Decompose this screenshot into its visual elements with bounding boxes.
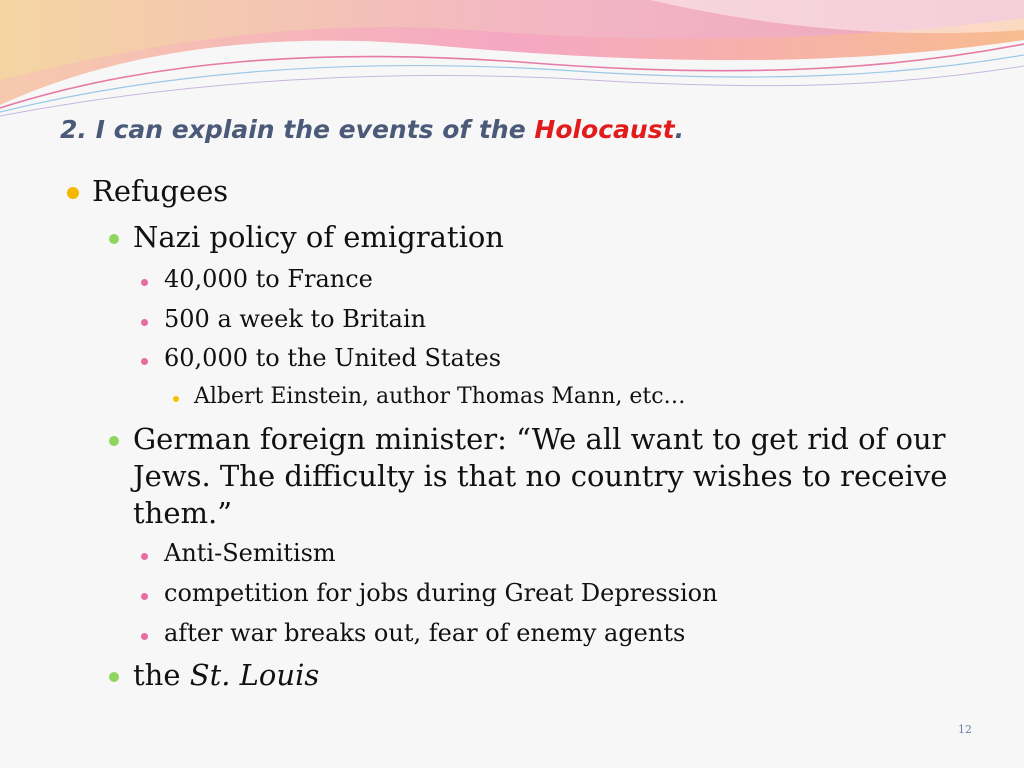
bullet-dot-level2	[109, 672, 119, 682]
bullet-nazi-policy: Nazi policy of emigration	[133, 220, 504, 254]
bullet-enemy-agents: after war breaks out, fear of enemy agents	[164, 619, 686, 647]
bullet-dot-level3	[141, 553, 148, 560]
bullet-dot-level3	[141, 358, 148, 365]
slide-title	[60, 115, 684, 144]
bullet-competition-jobs: competition for jobs during Great Depression	[164, 579, 718, 607]
bullet-dot-level3	[141, 319, 148, 326]
title-prefix: 2. I can explain the events of the	[60, 115, 535, 144]
bullet-einstein: Albert Einstein, author Thomas Mann, etc…	[194, 384, 686, 409]
bullet-minister-quote: German foreign minister: “We all want to get rid of our Jews. The difficulty is that no country wishes to receive them.”	[133, 422, 948, 530]
bullet-st-louis	[133, 658, 319, 692]
bullet-dot-level4	[173, 396, 179, 402]
title-suffix: .	[674, 115, 685, 144]
bullet-britain: 500 a week to Britain	[164, 305, 427, 333]
page-number: 12	[958, 723, 972, 736]
bullet-dot-level1	[67, 187, 79, 199]
bullet-dot-level3	[141, 279, 148, 286]
bullet-anti-semitism: Anti-Semitism	[164, 539, 336, 567]
bullet-refugees: Refugees	[92, 174, 229, 208]
bullet-dot-level2	[109, 436, 119, 446]
bullet-france: 40,000 to France	[164, 265, 373, 293]
bullet-dot-level3	[141, 633, 148, 640]
decorative-header-waves	[0, 0, 1024, 130]
bullet-dot-level2	[109, 234, 119, 244]
st-louis-prefix: the	[133, 658, 190, 692]
bullet-united-states: 60,000 to the United States	[164, 344, 502, 372]
st-louis-name: St. Louis	[189, 658, 320, 692]
bullet-dot-level3	[141, 593, 148, 600]
title-accent-holocaust: Holocaust	[534, 115, 675, 144]
